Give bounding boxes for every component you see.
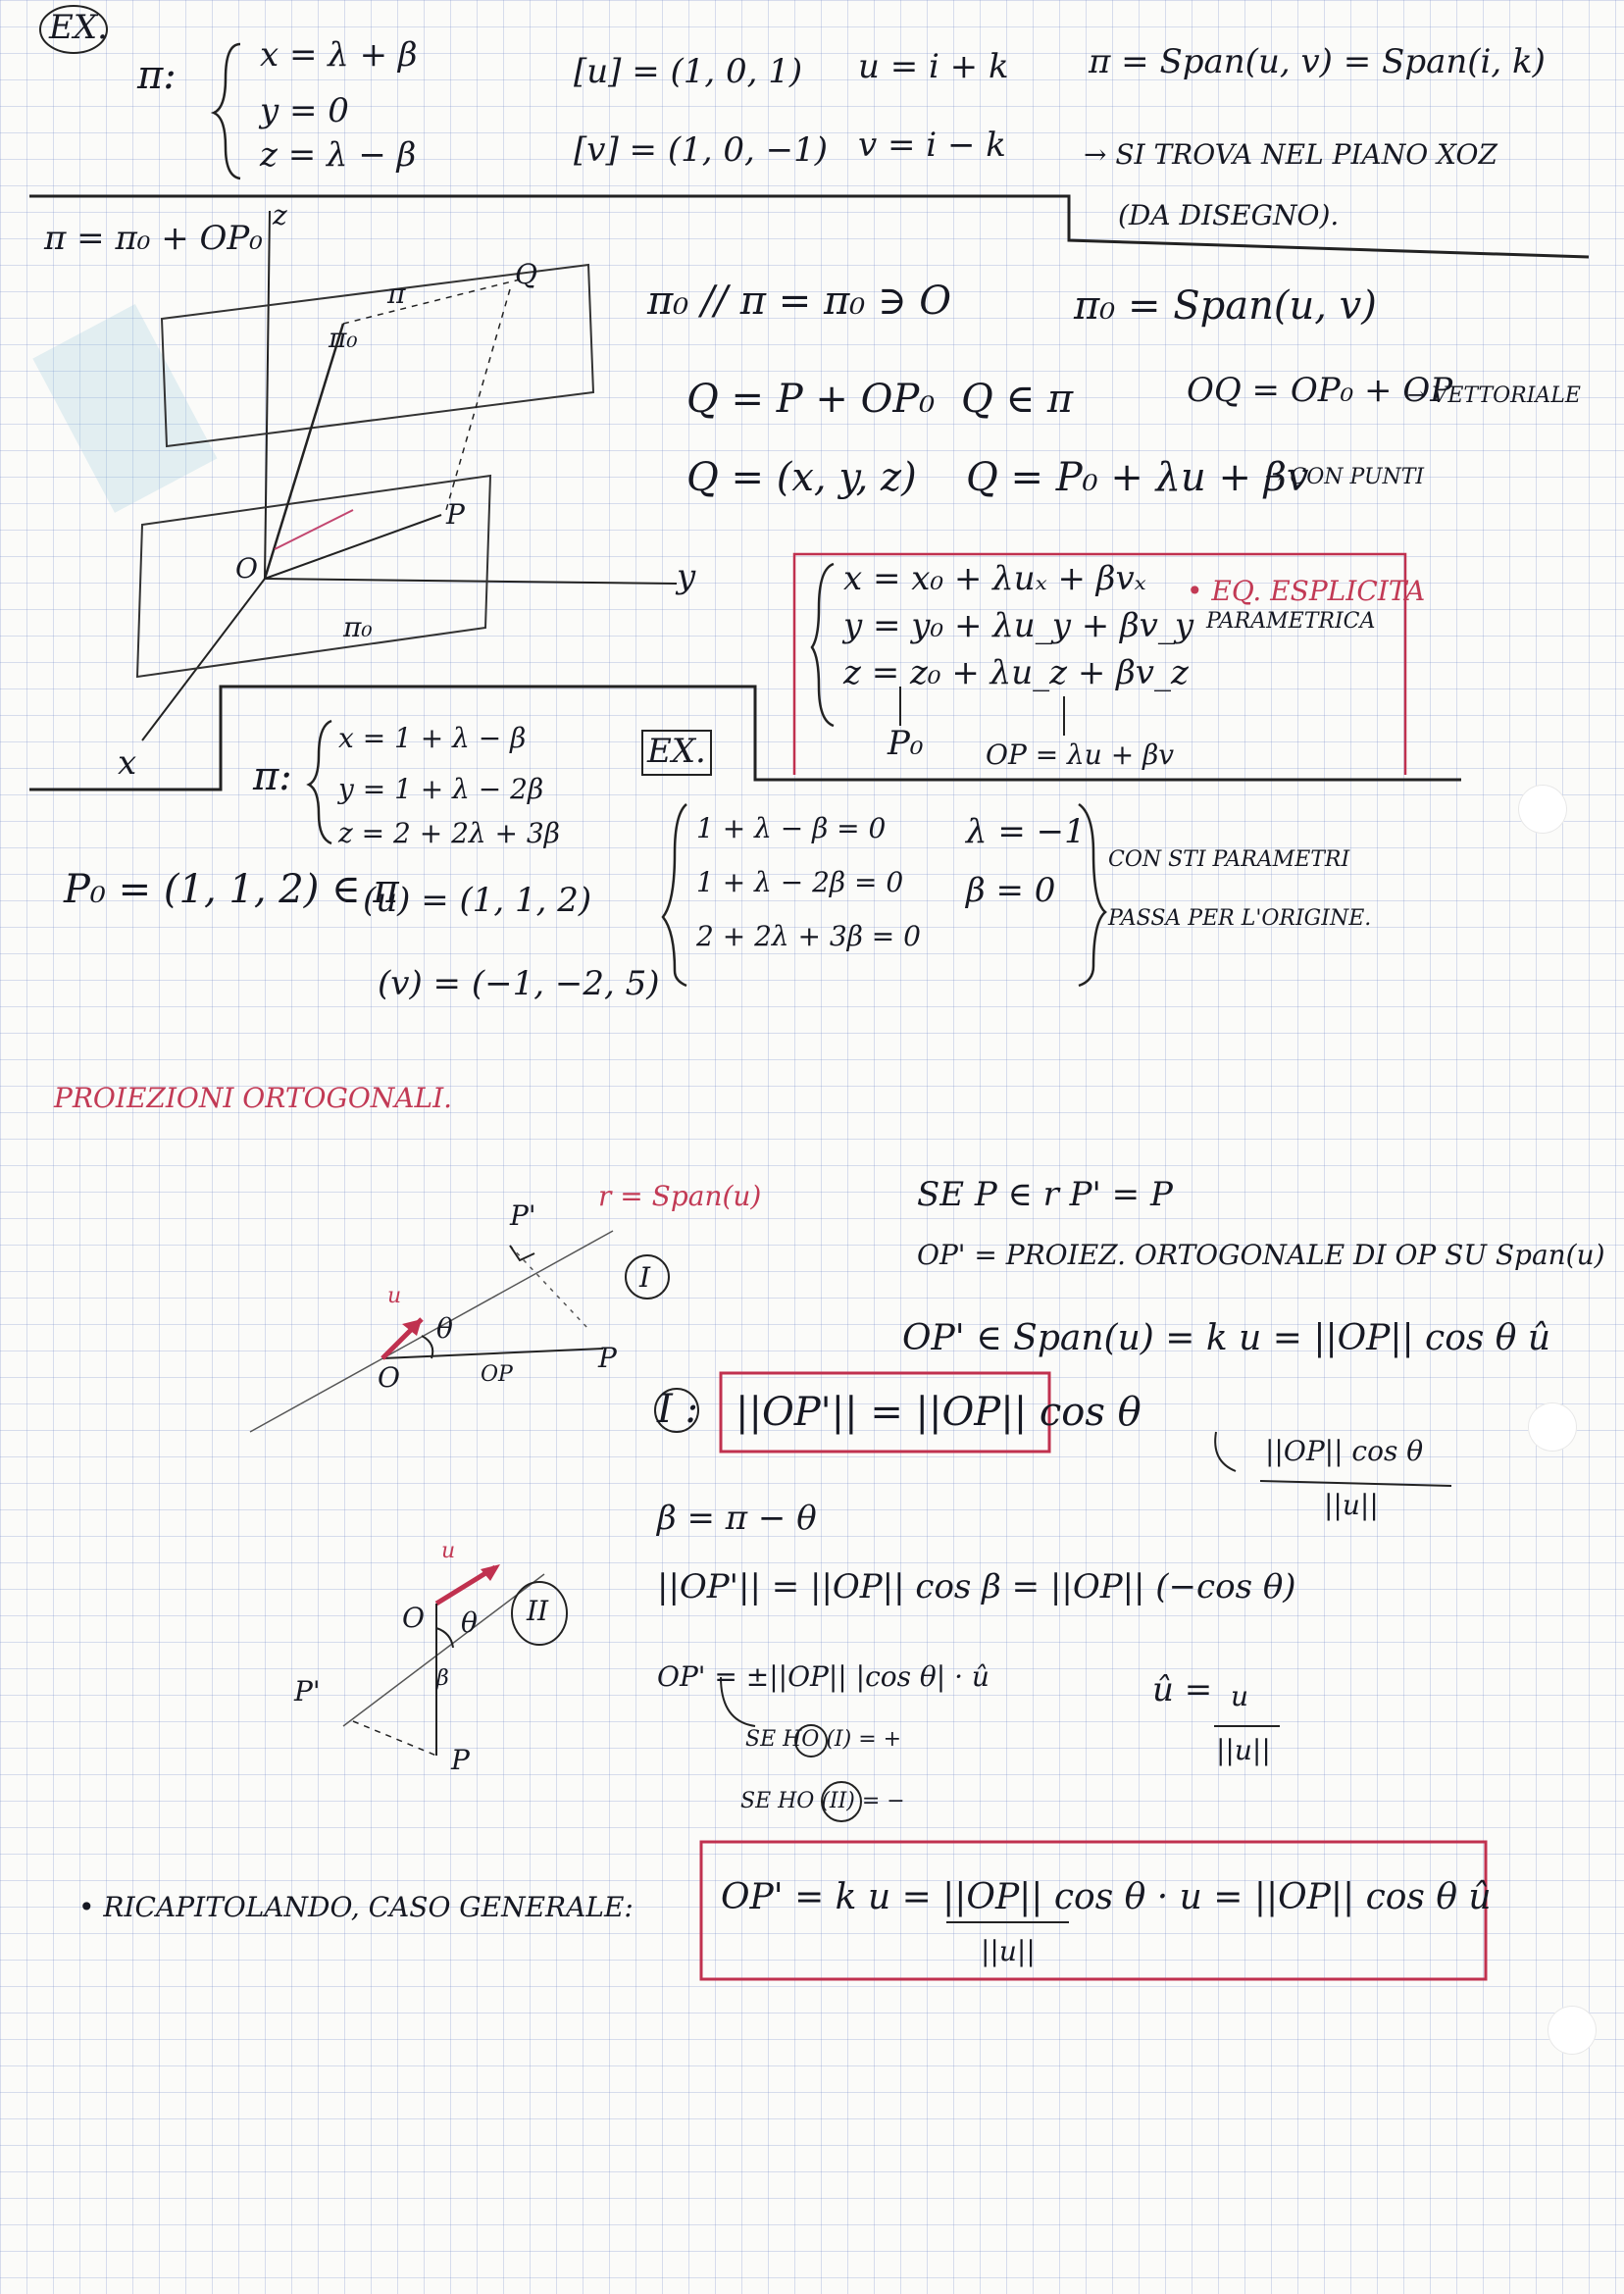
norm-relation: ||OP'|| = ||OP|| cos β = ||OP|| (−cos θ): [657, 1567, 1296, 1606]
diag1-pprime: P': [510, 1199, 536, 1232]
pi0-plane-label: π₀: [343, 611, 373, 643]
x-axis-label: x: [118, 743, 137, 783]
diag2-origin: O: [402, 1602, 425, 1634]
ex2-label: EX.: [647, 732, 706, 771]
ex1-pi-line2: y = 0: [260, 91, 349, 130]
diag1-p: P: [598, 1342, 617, 1374]
oq-vector-eq: OQ = OP₀ + OP: [1187, 371, 1453, 410]
ex2-p0: P₀ = (1, 1, 2) ∈ π: [64, 867, 399, 912]
se-ho-case2: SE HO (II) = −: [740, 1789, 905, 1813]
ex2-u: (u) = (1, 1, 2): [363, 881, 592, 920]
ex1-plane-note: → SI TROVA NEL PIANO XOZ: [1084, 138, 1497, 171]
pi0-span: π₀ = Span(u, v): [1074, 283, 1377, 329]
oq-note: → VETTORIALE: [1407, 383, 1581, 408]
diag2-theta: θ: [461, 1606, 478, 1639]
case1-formula: ||OP'|| = ||OP|| cos θ: [736, 1390, 1142, 1435]
q-parametric: Q = P₀ + λu + βv: [966, 455, 1309, 500]
diag2-beta: β: [436, 1666, 449, 1691]
q-parametric-note: → CON PUNTI: [1265, 465, 1425, 489]
se-ho-case1: SE HO (I) = +: [745, 1727, 902, 1752]
ex2-pi-line2: y = 1 + λ − 2β: [338, 773, 544, 805]
proj-k-den: ||u||: [1324, 1489, 1379, 1521]
ex1-v-expression: v = i − k: [858, 126, 1006, 165]
ex1-span: π = Span(u, v) = Span(i, k): [1089, 42, 1546, 81]
summary-formula: OP' = k u = ||OP|| cos θ · u = ||OP|| cos θ û: [721, 1877, 1492, 1917]
case1-label: I :: [657, 1387, 698, 1432]
z-axis-label: z: [273, 199, 287, 231]
diag1-op: OP: [481, 1362, 513, 1387]
op-hat-relation: OP' = ±||OP|| |cos θ| · û: [657, 1660, 990, 1693]
ex1-plane-note2: (DA DISEGNO).: [1118, 199, 1340, 231]
param-note-parametric: PARAMETRICA: [1206, 609, 1376, 634]
r-span-label: r = Span(u): [598, 1180, 762, 1212]
p-point-label: P: [446, 498, 465, 531]
u-hat-label: û =: [1152, 1670, 1213, 1709]
proj-op-span: OP' ∈ Span(u) = k u = ||OP|| cos θ û: [902, 1318, 1551, 1358]
pi-decomposition-eq: π = π₀ + OP₀: [44, 219, 263, 258]
q-vector: Q = (x, y, z): [686, 455, 917, 500]
ex1-label: EX.: [49, 8, 108, 47]
origin-label: O: [235, 552, 258, 585]
ex2-sys-line1: 1 + λ − β = 0: [696, 812, 887, 844]
ex2-sys-line3: 2 + 2λ + 3β = 0: [696, 920, 921, 952]
param-z: z = z₀ + λu_z + βv_z: [843, 653, 1189, 692]
ex2-sys-line2: 1 + λ − 2β = 0: [696, 866, 904, 898]
pi0-point-label: π₀: [329, 322, 358, 354]
diag2-u: u: [441, 1539, 456, 1563]
ex2-pi-line3: z = 2 + 2λ + 3β: [338, 817, 560, 849]
proj-k-num: ||OP|| cos θ: [1265, 1435, 1424, 1467]
u-hat-den: ||u||: [1216, 1734, 1271, 1766]
ex2-note2: PASSA PER L'ORIGINE.: [1108, 906, 1372, 931]
section-title-projections: PROIEZIONI ORTOGONALI.: [54, 1082, 453, 1114]
parallel-planes: π₀ // π = π₀ ∋ O: [647, 279, 952, 324]
ex1-pi-head: π:: [137, 53, 177, 98]
param-note-explicit: • EQ. ESPLICITA: [1187, 575, 1426, 607]
ex1-u-expression: u = i + k: [858, 47, 1009, 86]
diag2-pprime: P': [294, 1675, 321, 1708]
param-y: y = y₀ + λu_y + βv_y: [843, 606, 1194, 645]
ex1-u-vector: [u] = (1, 0, 1): [574, 52, 803, 91]
diag1-theta: θ: [436, 1312, 453, 1345]
ex2-solution-beta: β = 0: [966, 871, 1056, 910]
ex2-v: (v) = (−1, −2, 5): [378, 964, 660, 1003]
proj-se: SE P ∈ r P' = P: [917, 1175, 1173, 1214]
q-point-label: Q: [515, 258, 537, 290]
pi-label: π: [387, 278, 406, 310]
q-in-pi: Q ∈ π: [961, 377, 1074, 422]
param-x: x = x₀ + λuₓ + βvₓ: [843, 559, 1146, 598]
diag1-u: u: [387, 1284, 402, 1308]
param-p0: P₀: [888, 724, 924, 763]
ex2-pi-line1: x = 1 + λ − β: [338, 722, 527, 754]
q-equation: Q = P + OP₀: [686, 377, 936, 422]
watermark: █: [34, 307, 216, 511]
summary-den: ||u||: [981, 1935, 1036, 1967]
ex1-pi-line3: z = λ − β: [260, 135, 417, 175]
ex2-pi-head: π:: [253, 754, 292, 799]
y-axis-label: y: [677, 557, 696, 596]
diag1-origin: O: [378, 1361, 400, 1394]
proj-op-def: OP' = PROIEZ. ORTOGONALE DI OP SU Span(u): [917, 1239, 1605, 1271]
u-hat-num: u: [1231, 1680, 1249, 1712]
param-op: OP = λu + βv: [986, 739, 1175, 771]
diag1-roman: I: [639, 1261, 651, 1294]
beta-relation: β = π − θ: [657, 1499, 817, 1538]
diag2-p: P: [451, 1744, 470, 1776]
ex2-note1: CON STI PARAMETRI: [1108, 847, 1350, 872]
diag2-roman: II: [527, 1595, 549, 1627]
summary-label: • RICAPITOLANDO, CASO GENERALE:: [78, 1891, 634, 1923]
ex1-pi-line1: x = λ + β: [260, 35, 418, 75]
ex1-v-vector: [v] = (1, 0, −1): [574, 130, 828, 170]
ex2-solution-lambda: λ = −1: [966, 812, 1086, 851]
